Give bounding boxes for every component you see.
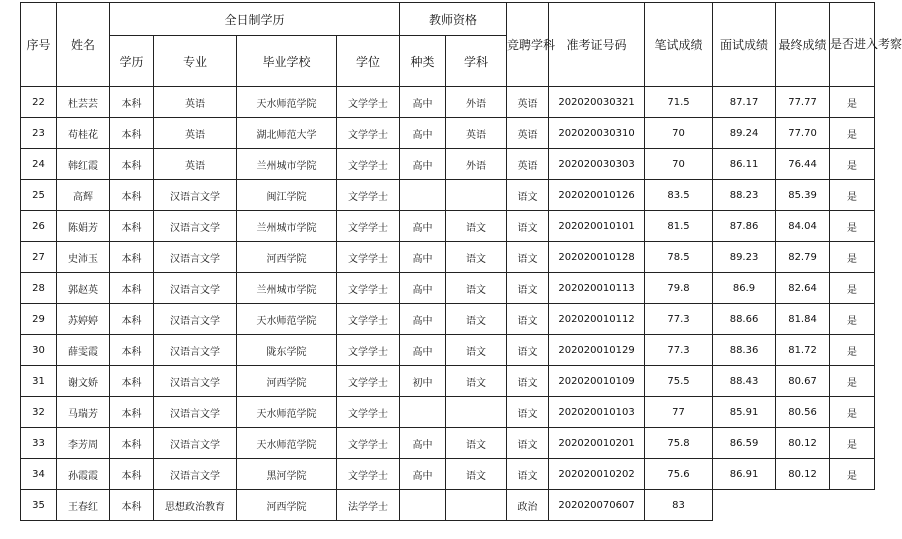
cell-education: 本科 xyxy=(110,211,154,242)
results-table xyxy=(20,2,902,521)
cell-interview-score: 88.36 xyxy=(713,335,776,366)
cell-major: 英语 xyxy=(154,149,237,180)
cell-degree: 文学学士 xyxy=(337,242,400,273)
cell-education: 本科 xyxy=(110,87,154,118)
cell-qualification-type xyxy=(400,180,446,211)
cell-major: 汉语言文学 xyxy=(154,397,237,428)
table-row xyxy=(21,304,875,335)
table-row xyxy=(21,397,875,428)
table-row-last xyxy=(21,490,875,521)
cell-apply-subject: 语文 xyxy=(507,211,549,242)
cell-qualification-type: 初中 xyxy=(400,366,446,397)
cell-inspection: 是 xyxy=(830,211,875,242)
table-row xyxy=(21,180,875,211)
cell-ticket-number: 202020010202 xyxy=(549,459,645,490)
cell-school: 河西学院 xyxy=(237,490,337,521)
cell-qualification-subject: 外语 xyxy=(446,149,507,180)
cell-degree: 文学学士 xyxy=(337,273,400,304)
cell-seq: 29 xyxy=(21,304,57,335)
cell-inspection: 是 xyxy=(830,118,875,149)
cell-seq: 32 xyxy=(21,397,57,428)
cell-ticket-number: 202020030303 xyxy=(549,149,645,180)
table-row xyxy=(21,335,875,366)
cell-apply-subject: 语文 xyxy=(507,273,549,304)
cell-written-score: 75.5 xyxy=(645,366,713,397)
cell-school: 兰州城市学院 xyxy=(237,211,337,242)
cell-education: 本科 xyxy=(110,149,154,180)
cell-interview-score: 89.24 xyxy=(713,118,776,149)
cell-degree: 文学学士 xyxy=(337,335,400,366)
cell-qualification-subject: 语文 xyxy=(446,335,507,366)
cell-name: 高辉 xyxy=(57,180,110,211)
cell-final-score: 77.70 xyxy=(776,118,830,149)
cell-seq: 31 xyxy=(21,366,57,397)
cell-ticket-number: 202020010109 xyxy=(549,366,645,397)
cell-degree: 文学学士 xyxy=(337,180,400,211)
cell-apply-subject: 英语 xyxy=(507,118,549,149)
cell-qualification-type: 高中 xyxy=(400,242,446,273)
table-row xyxy=(21,211,875,242)
cell-apply-subject: 语文 xyxy=(507,428,549,459)
cell-final-score: 82.64 xyxy=(776,273,830,304)
cell-education: 本科 xyxy=(110,180,154,211)
cell-seq: 34 xyxy=(21,459,57,490)
cell-major: 汉语言文学 xyxy=(154,428,237,459)
cell-qualification-type xyxy=(400,397,446,428)
cell-name: 陈娟芳 xyxy=(57,211,110,242)
cell-written-score: 70 xyxy=(645,118,713,149)
header-teacher-qualification: 教师资格 xyxy=(400,3,507,36)
header-name: 姓名 xyxy=(57,3,110,87)
cell-name: 郭赵英 xyxy=(57,273,110,304)
cell-education: 本科 xyxy=(110,304,154,335)
cell-written-score: 75.8 xyxy=(645,428,713,459)
cell-major: 汉语言文学 xyxy=(154,180,237,211)
cell-name: 李芳周 xyxy=(57,428,110,459)
cell-qualification-type: 高中 xyxy=(400,149,446,180)
cell-major: 汉语言文学 xyxy=(154,335,237,366)
cell-written-score: 71.5 xyxy=(645,87,713,118)
header-row-top xyxy=(21,3,875,36)
cell-name: 史沛玉 xyxy=(57,242,110,273)
cell-major: 思想政治教育 xyxy=(154,490,237,521)
cell-school: 天水师范学院 xyxy=(237,397,337,428)
cell-qualification-subject: 语文 xyxy=(446,273,507,304)
cell-interview-score: 86.91 xyxy=(713,459,776,490)
cell-interview-score: 87.86 xyxy=(713,211,776,242)
cell-interview-score: 87.17 xyxy=(713,87,776,118)
header-fulltime-education: 全日制学历 xyxy=(110,3,400,36)
header-school: 毕业学校 xyxy=(237,36,337,87)
cell-seq: 28 xyxy=(21,273,57,304)
cell-qualification-type: 高中 xyxy=(400,459,446,490)
header-qualification-type: 种类 xyxy=(400,36,446,87)
cell-apply-subject: 英语 xyxy=(507,149,549,180)
header-written-score: 笔试成绩 xyxy=(645,3,713,87)
header-degree: 学位 xyxy=(337,36,400,87)
cell-ticket-number: 202020070607 xyxy=(549,490,645,521)
cell-written-score: 75.6 xyxy=(645,459,713,490)
cell-degree: 文学学士 xyxy=(337,211,400,242)
cell-major: 汉语言文学 xyxy=(154,366,237,397)
cell-ticket-number: 202020010112 xyxy=(549,304,645,335)
cell-school: 兰州城市学院 xyxy=(237,273,337,304)
cell-written-score: 77.3 xyxy=(645,335,713,366)
cell-inspection: 是 xyxy=(830,87,875,118)
cell-seq: 23 xyxy=(21,118,57,149)
cell-apply-subject: 语文 xyxy=(507,335,549,366)
cell-written-score: 78.5 xyxy=(645,242,713,273)
cell-interview-score: 88.66 xyxy=(713,304,776,335)
cell-major: 汉语言文学 xyxy=(154,304,237,335)
cell-major: 英语 xyxy=(154,118,237,149)
table-row xyxy=(21,242,875,273)
cell-school: 兰州城市学院 xyxy=(237,149,337,180)
cell-qualification-type xyxy=(400,490,446,521)
cell-final-score: 80.12 xyxy=(776,428,830,459)
cell-inspection: 是 xyxy=(830,459,875,490)
cell-written-score: 70 xyxy=(645,149,713,180)
cell-apply-subject: 政治 xyxy=(507,490,549,521)
cell-name: 苟桂花 xyxy=(57,118,110,149)
cell-qualification-subject: 语文 xyxy=(446,242,507,273)
cell-apply-subject: 语文 xyxy=(507,366,549,397)
cell-ticket-number: 202020010129 xyxy=(549,335,645,366)
cell-interview-score: 86.59 xyxy=(713,428,776,459)
cell-interview-score: 88.43 xyxy=(713,366,776,397)
cell-inspection: 是 xyxy=(830,242,875,273)
cell-written-score: 81.5 xyxy=(645,211,713,242)
cell-school: 天水师范学院 xyxy=(237,304,337,335)
cell-school: 陇东学院 xyxy=(237,335,337,366)
cell-education: 本科 xyxy=(110,459,154,490)
cell-qualification-subject: 语文 xyxy=(446,366,507,397)
table-row xyxy=(21,118,875,149)
cell-qualification-subject: 外语 xyxy=(446,87,507,118)
header-qualification-subject: 学科 xyxy=(446,36,507,87)
cell-name: 马瑞芳 xyxy=(57,397,110,428)
cell-ticket-number: 202020010101 xyxy=(549,211,645,242)
cell-final-score: 85.39 xyxy=(776,180,830,211)
cell-seq: 27 xyxy=(21,242,57,273)
cell-written-score: 77 xyxy=(645,397,713,428)
cell-major: 汉语言文学 xyxy=(154,242,237,273)
cell-ticket-number: 202020030310 xyxy=(549,118,645,149)
header-interview-score: 面试成绩 xyxy=(713,3,776,87)
header-major: 专业 xyxy=(154,36,237,87)
header-apply-subject: 竞聘学科 xyxy=(507,3,549,87)
cell-qualification-subject: 语文 xyxy=(446,211,507,242)
cell-degree: 文学学士 xyxy=(337,149,400,180)
cell-school: 黑河学院 xyxy=(237,459,337,490)
cell-seq: 30 xyxy=(21,335,57,366)
cell-qualification-type: 高中 xyxy=(400,428,446,459)
cell-final-score: 81.72 xyxy=(776,335,830,366)
cell-seq: 24 xyxy=(21,149,57,180)
cell-degree: 文学学士 xyxy=(337,366,400,397)
cell-school: 天水师范学院 xyxy=(237,428,337,459)
table-body xyxy=(21,87,875,521)
cell-final-score: 82.79 xyxy=(776,242,830,273)
cell-inspection xyxy=(830,490,875,521)
cell-school: 湖北师范大学 xyxy=(237,118,337,149)
header-final-score: 最终成绩 xyxy=(776,3,830,87)
cell-inspection: 是 xyxy=(830,304,875,335)
cell-interview-score: 85.91 xyxy=(713,397,776,428)
cell-inspection: 是 xyxy=(830,180,875,211)
cell-qualification-subject xyxy=(446,397,507,428)
cell-ticket-number: 202020030321 xyxy=(549,87,645,118)
cell-seq: 26 xyxy=(21,211,57,242)
cell-final-score: 77.77 xyxy=(776,87,830,118)
cell-final-score: 76.44 xyxy=(776,149,830,180)
cell-name: 薛雯霞 xyxy=(57,335,110,366)
cell-education: 本科 xyxy=(110,242,154,273)
header-education: 学历 xyxy=(110,36,154,87)
cell-inspection: 是 xyxy=(830,428,875,459)
cell-degree: 文学学士 xyxy=(337,428,400,459)
header-seq: 序号 xyxy=(21,3,57,87)
cell-interview-score: 86.9 xyxy=(713,273,776,304)
cell-education: 本科 xyxy=(110,366,154,397)
cell-qualification-type: 高中 xyxy=(400,87,446,118)
cell-name: 孙霞霞 xyxy=(57,459,110,490)
cell-inspection: 是 xyxy=(830,366,875,397)
cell-qualification-subject: 语文 xyxy=(446,428,507,459)
cell-seq: 25 xyxy=(21,180,57,211)
cell-written-score: 77.3 xyxy=(645,304,713,335)
cell-name: 韩红霞 xyxy=(57,149,110,180)
cell-degree: 文学学士 xyxy=(337,118,400,149)
cell-education: 本科 xyxy=(110,335,154,366)
cell-seq: 33 xyxy=(21,428,57,459)
cell-education: 本科 xyxy=(110,428,154,459)
cell-major: 英语 xyxy=(154,87,237,118)
cell-qualification-subject xyxy=(446,180,507,211)
cell-name: 王春红 xyxy=(57,490,110,521)
cell-seq: 35 xyxy=(21,490,57,521)
cell-ticket-number: 202020010103 xyxy=(549,397,645,428)
cell-qualification-type: 高中 xyxy=(400,118,446,149)
cell-ticket-number: 202020010128 xyxy=(549,242,645,273)
cell-ticket-number: 202020010113 xyxy=(549,273,645,304)
cell-school: 河西学院 xyxy=(237,366,337,397)
cell-degree: 文学学士 xyxy=(337,87,400,118)
cell-interview-score: 86.11 xyxy=(713,149,776,180)
cell-final-score: 80.56 xyxy=(776,397,830,428)
cell-degree: 法学学士 xyxy=(337,490,400,521)
cell-apply-subject: 语文 xyxy=(507,242,549,273)
table-row xyxy=(21,149,875,180)
cell-school: 闽江学院 xyxy=(237,180,337,211)
cell-qualification-subject xyxy=(446,490,507,521)
cell-qualification-type: 高中 xyxy=(400,273,446,304)
cell-qualification-subject: 语文 xyxy=(446,304,507,335)
cell-ticket-number: 202020010126 xyxy=(549,180,645,211)
cell-qualification-type: 高中 xyxy=(400,304,446,335)
cell-education: 本科 xyxy=(110,397,154,428)
cell-ticket-number: 202020010201 xyxy=(549,428,645,459)
cell-final-score xyxy=(776,490,830,521)
cell-major: 汉语言文学 xyxy=(154,459,237,490)
header-ticket-number: 准考证号码 xyxy=(549,3,645,87)
cell-written-score: 83 xyxy=(645,490,713,521)
cell-apply-subject: 语文 xyxy=(507,180,549,211)
table-row xyxy=(21,459,875,490)
cell-education: 本科 xyxy=(110,273,154,304)
cell-inspection: 是 xyxy=(830,335,875,366)
cell-interview-score: 88.23 xyxy=(713,180,776,211)
cell-inspection: 是 xyxy=(830,397,875,428)
cell-written-score: 83.5 xyxy=(645,180,713,211)
cell-final-score: 80.12 xyxy=(776,459,830,490)
cell-written-score: 79.8 xyxy=(645,273,713,304)
cell-name: 谢文娇 xyxy=(57,366,110,397)
cell-education: 本科 xyxy=(110,118,154,149)
cell-apply-subject: 英语 xyxy=(507,87,549,118)
cell-interview-score xyxy=(713,490,776,521)
cell-school: 天水师范学院 xyxy=(237,87,337,118)
cell-qualification-type: 高中 xyxy=(400,335,446,366)
cell-qualification-type: 高中 xyxy=(400,211,446,242)
cell-apply-subject: 语文 xyxy=(507,397,549,428)
cell-final-score: 81.84 xyxy=(776,304,830,335)
cell-degree: 文学学士 xyxy=(337,304,400,335)
table-row xyxy=(21,87,875,118)
cell-major: 汉语言文学 xyxy=(154,211,237,242)
cell-inspection: 是 xyxy=(830,149,875,180)
cell-name: 杜芸芸 xyxy=(57,87,110,118)
table-row xyxy=(21,366,875,397)
cell-apply-subject: 语文 xyxy=(507,459,549,490)
cell-final-score: 80.67 xyxy=(776,366,830,397)
cell-degree: 文学学士 xyxy=(337,397,400,428)
cell-school: 河西学院 xyxy=(237,242,337,273)
cell-seq: 22 xyxy=(21,87,57,118)
cell-qualification-subject: 语文 xyxy=(446,459,507,490)
cell-major: 汉语言文学 xyxy=(154,273,237,304)
cell-interview-score: 89.23 xyxy=(713,242,776,273)
cell-inspection: 是 xyxy=(830,273,875,304)
cell-education: 本科 xyxy=(110,490,154,521)
cell-final-score: 84.04 xyxy=(776,211,830,242)
header-inspection: 是否进入考察 xyxy=(830,3,875,87)
cell-apply-subject: 语文 xyxy=(507,304,549,335)
cell-qualification-subject: 英语 xyxy=(446,118,507,149)
table-row xyxy=(21,273,875,304)
cell-degree: 文学学士 xyxy=(337,459,400,490)
cell-name: 苏婷婷 xyxy=(57,304,110,335)
table-row xyxy=(21,428,875,459)
